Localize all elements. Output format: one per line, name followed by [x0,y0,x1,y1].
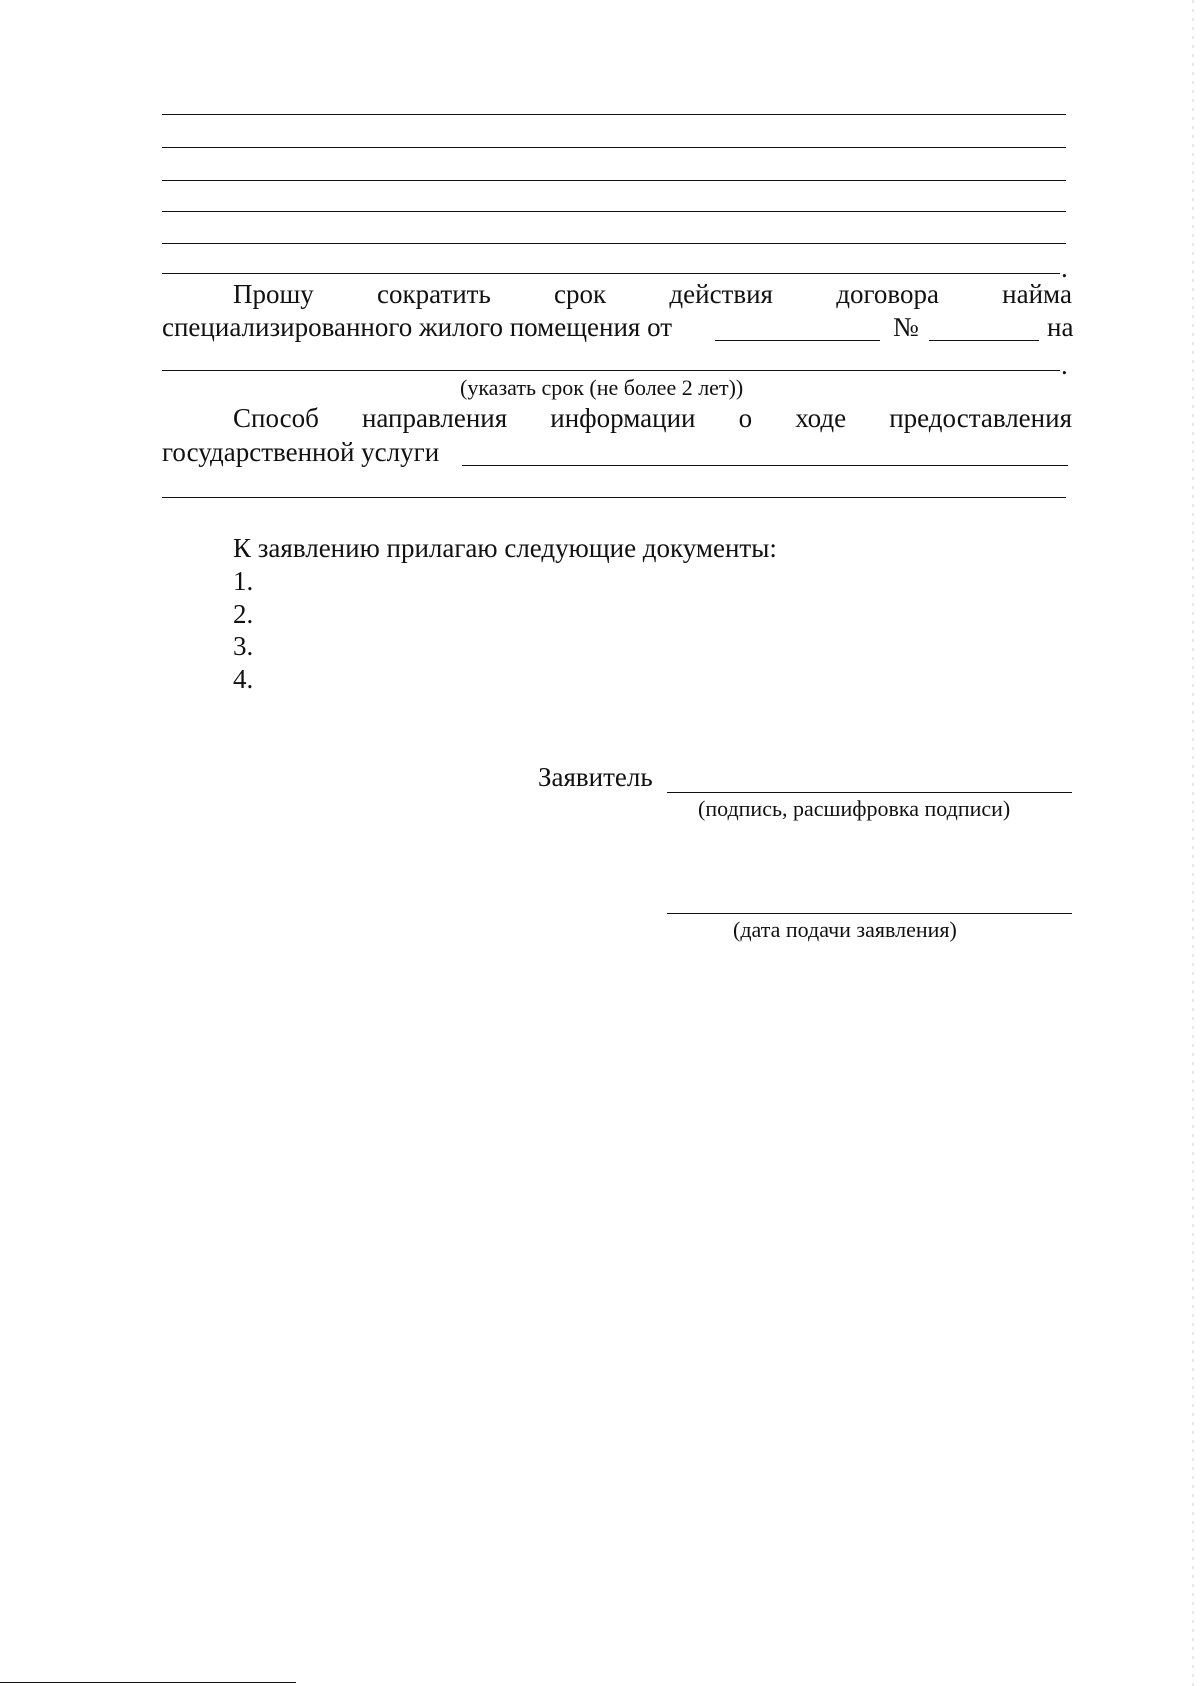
attachment-item-3: 3. [233,631,254,661]
request-word-5: договора [836,279,939,309]
blank-line-5[interactable] [162,243,1066,244]
attachment-item-2: 2. [233,599,254,629]
request-word-1: Прошу [233,279,314,309]
contract-date-field[interactable] [715,340,880,341]
info-word-6: предоставления [889,403,1072,433]
request-word-3: срок [554,279,607,309]
info-word-4: о [738,403,753,433]
date-field[interactable] [667,913,1072,914]
scan-edge [1192,0,1194,1686]
blank-line-6[interactable] [162,273,1060,274]
blank-line-4[interactable] [162,211,1066,212]
request-line-2-prefix: специализированного жилого помещения от [162,312,673,342]
request-word-6: найма [1002,279,1072,309]
contract-number-field[interactable] [929,340,1039,341]
date-hint: (дата подачи заявления) [733,917,957,942]
info-method-field[interactable] [462,465,1068,466]
request-line-1 [233,278,1072,310]
info-line-2-prefix: государственной услуги [162,437,440,467]
request-line-2-suffix: на [1047,312,1074,342]
info-word-2: направления [361,403,508,433]
period-mark: . [1061,253,1068,283]
blank-line-3[interactable] [162,180,1066,181]
info-line-1 [233,402,1072,434]
info-word-5: ходе [795,403,847,433]
signature-field[interactable] [667,792,1072,793]
attachment-item-1: 1. [233,566,254,596]
blank-line-1[interactable] [162,114,1066,115]
term-hint: (указать срок (не более 2 лет)) [460,375,744,400]
info-method-field-2[interactable] [162,497,1066,498]
request-word-4: действия [669,279,773,309]
blank-line-2[interactable] [162,147,1066,148]
number-sign: № [893,312,919,342]
term-period: . [1061,350,1068,380]
request-word-2: сократить [377,279,491,309]
term-field[interactable] [162,370,1060,371]
info-word-3: информации [550,403,696,433]
attachments-heading: К заявлению прилагаю следующие документы: [233,533,777,563]
attachment-item-4: 4. [233,664,254,694]
signature-hint: (подпись, расшифровка подписи) [698,796,1011,821]
info-word-1: Способ [233,403,319,433]
footer-rule [0,1682,296,1683]
applicant-label: Заявитель [538,762,653,792]
